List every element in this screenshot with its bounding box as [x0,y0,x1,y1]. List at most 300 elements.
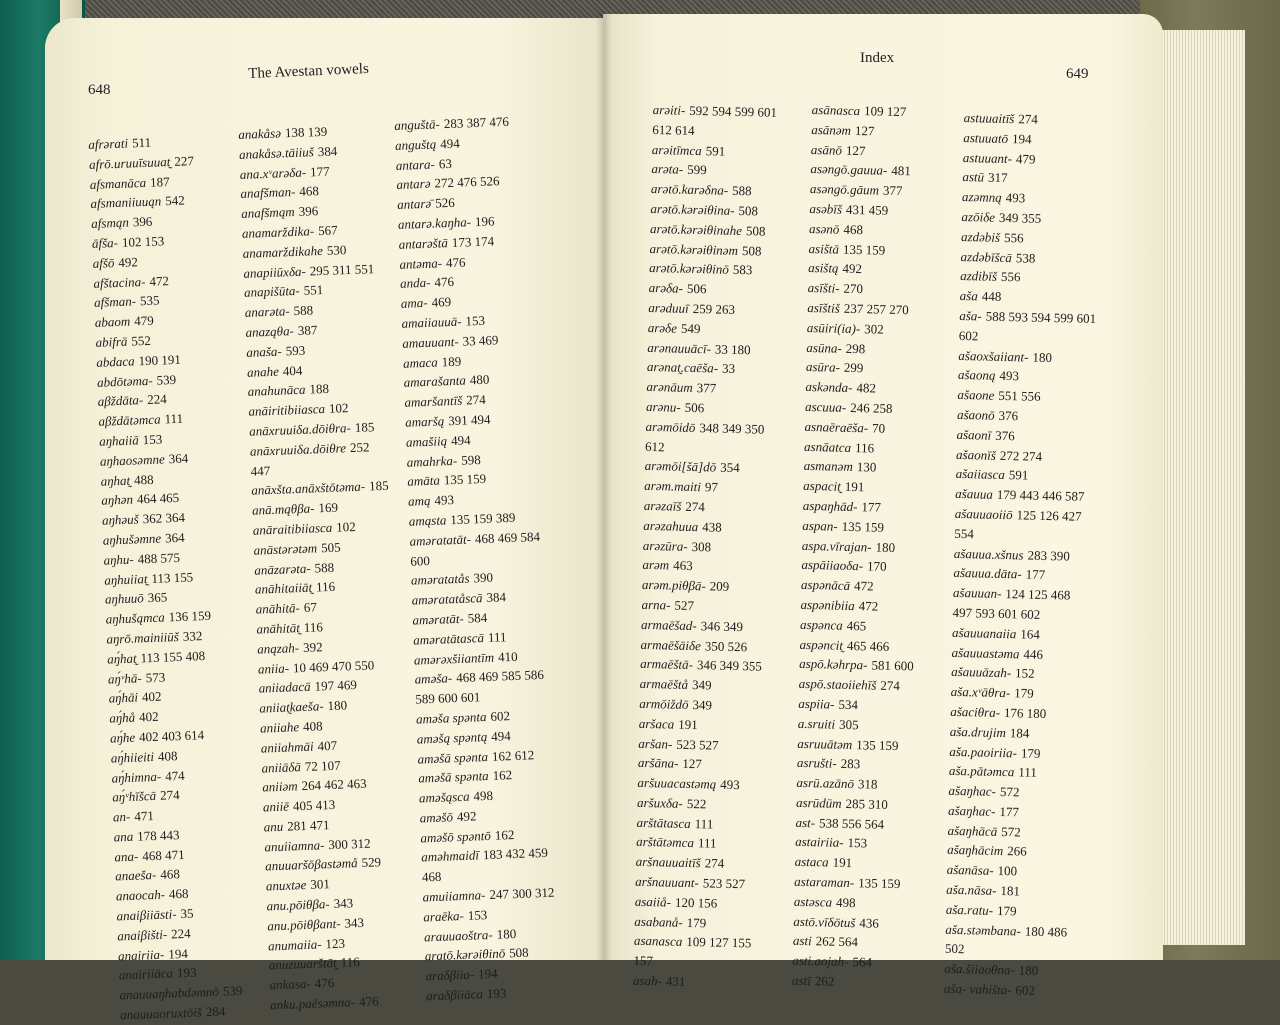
entry-form: anapiiūxδa- [243,263,306,280]
entry-page-refs: 602 [959,328,979,343]
entry-page-refs: 362 364 [142,510,185,527]
entry-page-refs: 508 [742,243,762,258]
entry-form: aša.stəmbana- [945,921,1021,938]
entry-form: asnaēraēša- [804,419,868,435]
entry-form: ašauuastəma [951,644,1019,661]
entry-form: astaca [795,854,829,870]
index-entry [649,239,774,262]
entry-page-refs: 465 466 [847,637,890,653]
entry-page-refs: 350 526 [705,638,748,654]
index-entry [955,504,1092,527]
index-entry [800,595,915,617]
entry-page-refs: 387 [298,322,318,338]
entry-page-refs: 308 [692,539,712,554]
index-entry [642,575,767,598]
entry-form: aršuuacastəmą [637,775,716,792]
entry-form: azōiδe [961,209,995,225]
entry-page-refs: 184 [1010,725,1030,740]
entry-form: aniiahmāi [261,738,314,755]
index-entry [639,694,764,717]
entry-form: asruuātəm [797,735,852,751]
left-page-number: 648 [88,82,111,99]
entry-page-refs: 194 [1012,131,1032,146]
entry-form: asūna- [806,340,842,356]
entry-page-refs: 197 469 [314,677,357,694]
entry-form: antarə̄ [397,196,431,212]
entry-form: afštacina- [93,274,146,291]
index-entry [952,623,1089,646]
entry-form: aŋhuuō [105,591,144,607]
entry-page-refs: 298 [846,340,866,355]
entry-page-refs: 111 [164,411,183,427]
entry-page-refs: 556 [1004,230,1024,245]
entry-page-refs: 468 [422,869,442,885]
entry-form: armōiždō [639,696,688,712]
entry-page-refs: 506 [685,400,705,415]
entry-form: aŋ́he [110,730,136,746]
entry-page-refs: 494 [440,135,460,151]
entry-form: aspō.staoiiehīš [799,676,877,693]
entry-page-refs: 179 [997,903,1017,918]
entry-page-refs: 346 349 [701,618,744,634]
entry-page-refs: 247 300 312 [489,885,555,902]
entry-page-refs: 494 [491,728,511,744]
entry-form: anauuaoruxtōiš [120,1004,202,1022]
entry-page-refs: 180 [1032,349,1052,364]
entry-page-refs: 274 [1018,111,1038,126]
entry-form: arətō.kərəiθinəm [649,241,738,258]
index-entry [956,425,1093,448]
index-entry [808,258,923,280]
entry-page-refs: 468 469 584 [475,529,541,546]
entry-page-refs: 556 [1001,269,1021,284]
entry-form: aniiəm [262,779,298,795]
entry-page-refs: 598 [461,452,481,468]
index-entry [634,911,759,934]
entry-page-refs: 283 387 476 [444,114,510,131]
entry-page-refs: 111 [488,629,507,645]
index-entry [794,852,909,874]
entry-form: ašaŋhācā [947,823,997,839]
entry-page-refs: 481 [891,163,911,178]
entry-page-refs: 402 403 614 [139,727,205,744]
entry-form: aməša spənta [416,709,487,727]
right-page-number: 649 [1066,66,1089,83]
index-entry [794,872,909,894]
entry-page-refs: 162 [495,827,515,843]
entry-form: araēka- [423,908,464,924]
entry-page-refs: 63 [438,156,452,171]
entry-form: āfša- [92,235,119,251]
entry-page-refs: 469 [431,294,451,310]
entry-page-refs: 111 [1018,765,1037,780]
entry-form: aŋ́ᵛhīšcā [112,788,156,805]
entry-form: ana.xᵛarəδa- [240,164,307,181]
index-entry [640,674,765,697]
entry-page-refs: 196 [475,213,495,229]
entry-form: anamarždika- [242,223,315,241]
entry-form: anda- [400,275,431,291]
entry-page-refs: 194 [478,966,498,982]
entry-form: ašaonīš [956,446,996,462]
index-entry [801,555,916,577]
entry-page-refs: 162 [492,767,512,783]
entry-page-refs: 191 [845,479,865,494]
entry-page-refs: 109 127 155 [686,934,751,950]
index-entry [809,219,924,241]
entry-page-refs: 535 [140,293,160,309]
entry-page-refs: 100 [997,863,1017,878]
entry-page-refs: 508 [509,945,529,961]
entry-form: antarəštā [398,235,448,252]
entry-page-refs: 497 593 601 602 [952,605,1040,622]
index-entry [793,911,908,933]
entry-page-refs: 572 [1000,784,1020,799]
entry-page-refs: 527 [674,598,694,613]
right-column-2 [792,100,927,993]
entry-form: aŋ́himna- [111,768,161,785]
index-entry [804,436,919,458]
entry-page-refs: 492 [842,261,862,276]
index-entry [808,239,923,261]
index-entry [961,207,1098,230]
index-entry [650,199,775,222]
entry-page-refs: 193 [487,986,507,1002]
entry-form: asānasca [812,102,861,118]
entry-form: anauuaŋhabdəmnō [119,984,219,1003]
entry-form: armaēštā- [640,656,693,672]
entry-form: arətō.karəδna- [651,181,728,198]
entry-form: asrušti- [797,755,837,771]
entry-form: aršan- [638,735,672,751]
entry-form: aša- vahišta- [944,981,1012,998]
entry-page-refs: 135 159 [843,241,886,257]
entry-form: anāraitibiiasca [253,520,333,538]
entry-page-refs: 494 [451,432,471,448]
entry-form: anāhitāt̰ [256,620,300,637]
entry-form: aŋhat̰ [100,472,130,488]
index-entry [795,832,910,854]
entry-page-refs: 153 [467,907,487,923]
entry-form: arna- [641,597,670,613]
entry-page-refs: 588 [732,183,752,198]
entry-page-refs: 602 [490,708,510,724]
entry-form: aməhmaidī [421,848,479,865]
entry-page-refs: 127 [682,756,702,771]
entry-form: arənauuācī- [647,340,711,356]
entry-page-refs: 72 107 [305,757,341,773]
entry-form: askənda- [805,379,852,395]
entry-form: amąsta [409,512,447,528]
entry-page-refs: 116 [855,440,874,455]
index-entry [801,575,916,597]
entry-form: aməratatåscā [411,590,482,608]
entry-form: ašaiiasca [956,466,1005,482]
entry-page-refs: 567 [318,222,338,238]
entry-form: anafšman- [240,184,295,201]
entry-page-refs: 162 612 [492,747,535,764]
index-entry [798,694,913,716]
entry-page-refs: 35 [180,906,194,921]
entry-form: ašauuāzah- [951,664,1011,680]
index-entry [426,982,558,1007]
entry-page-refs: 391 494 [448,412,491,429]
entry-page-refs: 274 [685,499,705,514]
entry-form: ana [113,829,133,845]
index-entry [803,496,918,518]
entry-form: abaom [95,314,131,330]
entry-form: anāstərətəm [253,540,317,557]
entry-form: anu [263,819,283,835]
entry-form: ama- [401,295,428,311]
entry-page-refs: 493 [999,368,1019,383]
entry-form: ašaŋhac- [948,783,996,799]
entry-form: aša.drujim [950,724,1006,740]
entry-page-refs: 551 556 [998,388,1041,404]
entry-page-refs: 191 [678,716,698,731]
entry-page-refs: 407 [317,737,337,753]
entry-page-refs: 364 [168,450,188,466]
entry-page-refs: 472 [149,273,169,289]
entry-page-refs: 180 [496,926,516,942]
entry-page-refs: 343 [344,915,364,931]
entry-page-refs: 109 127 [864,103,907,119]
entry-form: aŋ́hāi [108,690,138,706]
entry-form: ašauuaoiiō [955,506,1013,522]
entry-form: arənat̰.caēša- [647,359,718,376]
entry-form: abdaca [96,353,135,369]
entry-page-refs: 262 564 [816,934,859,950]
entry-form: anā.mąθβa- [252,501,315,518]
entry-form: antarə [396,176,430,192]
entry-form: aməšō [419,809,453,825]
entry-page-refs: 408 [303,718,323,734]
entry-page-refs: 185 [355,419,375,435]
entry-page-refs: 274 [466,392,486,408]
entry-form: anązah- [257,640,299,657]
entry-form: asah- [633,973,662,989]
entry-page-refs: 346 349 355 [697,657,762,673]
entry-page-refs: 177 [999,804,1019,819]
entry-form: anaząθa- [245,323,294,340]
entry-page-refs: 564 [852,954,872,969]
entry-form: asnāatca [804,438,851,454]
index-entry [652,140,777,163]
entry-page-refs: 135 159 389 [450,510,516,527]
entry-page-refs: 130 [857,459,877,474]
entry-page-refs: 612 614 [652,122,695,138]
entry-form: arəmōidō [645,419,695,435]
entry-form: ašaŋhācim [947,842,1003,858]
right-running-head: Index [860,50,894,67]
entry-form: a.sruiti [798,716,836,732]
entry-form: aršaca [639,716,675,732]
entry-form: aspəncit̰ [799,636,843,652]
entry-page-refs: 135 159 [842,519,885,535]
index-entry [959,306,1096,329]
entry-page-refs: 472 [859,598,879,613]
entry-form: anakåsə.tāiiuš [239,144,314,162]
index-entry [793,931,908,953]
entry-page-refs: 33 180 [715,341,751,357]
entry-page-refs: 573 [145,669,165,685]
entry-form: anu.pōiθβa- [266,896,330,913]
entry-page-refs: 468 469 585 586 [456,667,544,685]
entry-form: astairiia- [795,834,844,850]
index-entry [635,872,760,895]
entry-form: aniiāδā [261,759,301,775]
entry-form: aspənca [800,617,843,633]
entry-page-refs: 332 [183,628,203,644]
entry-form: antarə.kaŋha- [398,214,472,232]
entry-form: aša [960,288,978,303]
entry-page-refs: 224 [147,392,167,408]
entry-form: arənu- [646,399,681,415]
entry-page-refs: 270 [843,281,863,296]
entry-page-refs: 348 349 350 [699,420,764,436]
entry-form: astū [962,169,984,184]
book-gutter [596,14,612,960]
entry-page-refs: 102 [329,400,349,416]
entry-page-refs: 153 [465,313,485,329]
index-entry [651,179,776,202]
entry-page-refs: 468 471 [142,847,185,864]
entry-form: anumaiia- [268,936,322,953]
entry-form: araδβiia- [425,967,474,984]
entry-form: aspiia- [798,696,834,712]
entry-form: astəsca [794,894,833,910]
entry-form: asrūdūm [796,795,842,811]
entry-form: arəm.piθβā- [642,577,706,593]
index-entry [798,714,913,736]
entry-form: anaocah- [116,887,166,904]
entry-page-refs: 530 [327,242,347,258]
entry-page-refs: 300 312 [328,835,371,852]
entry-page-refs: 135 159 [444,471,487,488]
entry-form: arštātasca [636,815,690,831]
entry-form: amauuant- [402,334,459,351]
entry-page-refs: 404 [283,362,303,378]
entry-page-refs: 542 [165,193,185,209]
entry-page-refs: 125 126 427 [1016,507,1081,523]
entry-page-refs: 102 [336,519,356,535]
entry-form: anapišūta- [244,283,300,300]
index-entry [652,120,777,143]
index-entry [952,603,1089,626]
entry-page-refs: 392 [303,639,323,655]
entry-page-refs: 600 [410,553,430,569]
index-entry [653,100,778,123]
entry-page-refs: 349 [692,697,712,712]
index-entry [645,436,770,459]
index-entry [644,476,769,499]
entry-page-refs: 354 [720,460,740,475]
entry-form: anāxšta.anāxštōtəma- [251,479,365,498]
entry-page-refs: 180 [875,539,895,554]
entry-form: aŋrō.mainiiūš [106,629,179,647]
entry-form: aršāna- [638,755,679,771]
entry-page-refs: 436 [859,915,879,930]
entry-page-refs: 135 159 [858,875,901,891]
index-entry [811,140,926,162]
entry-page-refs: 97 [705,479,718,494]
entry-form: anarəta- [245,303,290,320]
entry-page-refs: 464 465 [137,490,180,507]
entry-page-refs: 246 258 [850,400,893,416]
entry-form: asīštiš [807,300,840,316]
index-entry [646,377,771,400]
entry-page-refs: 170 [867,559,887,574]
entry-form: aspaŋhād- [803,498,858,514]
entry-form: arəduuī [648,300,689,316]
entry-page-refs: 274 [880,678,900,693]
entry-form: anāxruuiδa.dōiθre [250,440,347,459]
entry-page-refs: 479 [1016,151,1036,166]
entry-page-refs: 193 [177,965,197,981]
entry-form: aməratatås [411,571,470,588]
entry-page-refs: 390 [473,570,493,586]
entry-form: ašaonō [957,407,995,423]
entry-page-refs: 177 [1026,567,1046,582]
entry-page-refs: 551 [303,282,323,298]
index-entry [649,258,774,281]
entry-form: ašaone [957,387,994,403]
entry-form: arənāum [646,379,693,395]
entry-form: astaraman- [794,874,854,890]
entry-page-refs: 508 [746,223,766,238]
entry-page-refs: 181 [1000,883,1020,898]
entry-page-refs: 180 486 [1025,923,1068,939]
index-entry [635,892,760,915]
entry-form: aspō.kəhrpa- [799,656,868,673]
entry-form: aspan- [802,518,838,534]
entry-page-refs: 179 [1021,745,1041,760]
entry-form: azdibīš [960,268,997,284]
entry-page-refs: 479 [134,313,154,329]
entry-form: anaiβišti- [117,927,167,944]
entry-page-refs: 136 159 [168,608,211,625]
entry-page-refs: 281 471 [287,817,330,834]
index-entry [643,535,768,558]
entry-page-refs: 502 [945,941,965,956]
index-entry [805,397,920,419]
entry-page-refs: 584 [467,610,487,626]
entry-form: ašaonī [956,427,991,443]
entry-form: asənō [809,221,840,237]
index-entry [640,634,765,657]
index-entry [808,278,923,300]
entry-form: anguštā- [394,116,440,133]
entry-form: afsmaniiuuąn [90,194,161,212]
entry-form: amuiiamna- [422,887,485,904]
entry-form: aša.nāsa- [946,882,997,898]
entry-page-refs: 301 [310,876,330,892]
entry-page-refs: 468 [299,183,319,199]
entry-form: amą [408,493,431,509]
entry-form: ašaoną [958,367,996,383]
entry-page-refs: 183 432 459 [483,845,549,862]
entry-form: ašaoxšaiiant- [958,348,1028,365]
index-entry [120,1001,244,1025]
entry-page-refs: 376 [998,408,1018,423]
entry-form: aspa.vīrajan- [802,537,872,554]
entry-form: aša.xᵛāθra- [951,684,1011,700]
entry-page-refs: 431 [666,974,686,989]
entry-page-refs: 482 [856,380,876,395]
entry-page-refs: 588 [293,303,313,319]
entry-form: ašauua [955,486,993,502]
entry-page-refs: 480 [470,372,490,388]
